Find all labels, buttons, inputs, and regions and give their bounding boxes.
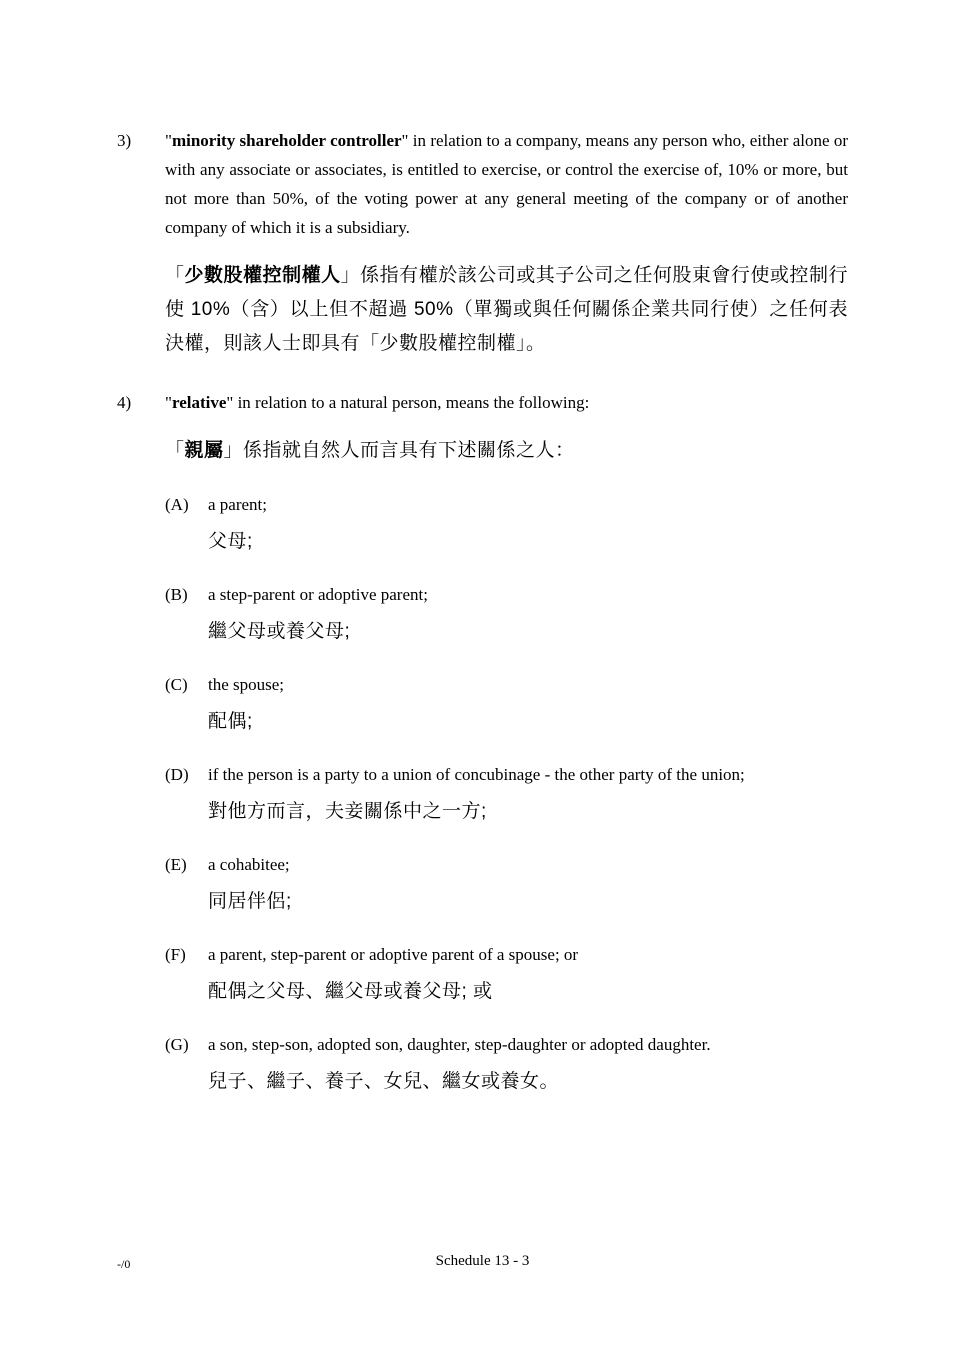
sub-item-text-zh: 配偶; <box>208 711 253 732</box>
sub-item-body <box>208 940 848 1009</box>
item-number: 3) <box>117 131 132 150</box>
definition-text-zh <box>165 259 848 361</box>
sub-item-body <box>208 490 848 559</box>
definition-text-en <box>165 388 848 417</box>
sub-item-text-zh: 兒子、繼子、養子、女兒、繼女或養女。 <box>208 1071 560 1092</box>
sub-item-d <box>165 760 848 829</box>
defined-term-en: relative <box>171 393 227 412</box>
sub-item-body <box>208 1030 848 1099</box>
definition-rest-zh: 」係指有權於該公司或其子公司之任何股東會行使或控制行使 10%（含）以上但不超過 50%（單獨或與任何關係企業共同行使）之任何表決權，則該人士即具有「少數股權控制權」。 <box>165 265 848 354</box>
sub-item-a <box>165 490 848 559</box>
sub-item-b <box>165 580 848 649</box>
sub-item-label: (G) <box>165 1035 189 1054</box>
sub-item-text-en: a parent; <box>208 495 267 514</box>
defined-term-zh: 親屬 <box>184 440 224 461</box>
sub-item-label: (D) <box>165 765 189 784</box>
sub-item-f <box>165 940 848 1009</box>
open-quote: " <box>165 393 172 412</box>
sub-item-text-en: the spouse; <box>208 675 285 694</box>
open-bracket: 「 <box>165 265 185 286</box>
sub-item-body <box>208 580 848 649</box>
sub-item-body <box>208 670 848 739</box>
sub-item-text-zh: 父母; <box>208 531 253 552</box>
footer-page-label: Schedule 13 - 3 <box>435 1253 530 1269</box>
sub-item-label: (B) <box>165 585 188 604</box>
sub-item-text-en: a cohabitee; <box>208 855 290 874</box>
definition-text-en <box>165 126 848 242</box>
sub-item-label: (C) <box>165 675 188 694</box>
open-bracket: 「 <box>165 440 185 461</box>
definition-rest-en: " in relation to a company, means any person who, either alone or with any associate or associates, is entitled to exercise, or control the exercise of, 10% or more, but not more than 50%, of the voting power at any general meeting of the company or of another company of which it is a subsidiary. <box>165 131 848 237</box>
sub-item-body <box>208 760 848 829</box>
definition-rest-zh: 」係指就自然人而言具有下述關係之人： <box>223 440 575 461</box>
sub-item-text-en: a son, step-son, adopted son, daughter, step-daughter or adopted daughter. <box>208 1035 711 1054</box>
sub-item-c <box>165 670 848 739</box>
sub-item-g <box>165 1030 848 1099</box>
footer-marker: -/0 <box>117 1257 131 1271</box>
sub-item-text-en: if the person is a party to a union of concubinage - the other party of the union; <box>208 765 745 784</box>
sub-item-label: (A) <box>165 495 189 514</box>
sub-item-text-zh: 配偶之父母、繼父母或養父母; 或 <box>208 981 493 1002</box>
sub-item-text-en: a step-parent or adoptive parent; <box>208 585 428 604</box>
sub-item-text-en: a parent, step-parent or adoptive parent of a spouse; or <box>208 945 579 964</box>
sub-item-body <box>208 850 848 919</box>
sub-item-e <box>165 850 848 919</box>
definition-text-zh <box>165 434 848 468</box>
page-footer <box>0 1253 965 1270</box>
definition-body <box>165 126 848 361</box>
definition-body <box>165 388 848 1099</box>
sub-item-text-zh: 繼父母或養父母; <box>208 621 351 642</box>
definition-item-3 <box>117 126 848 361</box>
open-quote: " <box>165 131 172 150</box>
sub-item-label: (F) <box>165 945 186 964</box>
sub-item-label: (E) <box>165 855 187 874</box>
item-number: 4) <box>117 393 132 412</box>
sub-item-list <box>165 490 848 1099</box>
sub-item-text-zh: 同居伴侶; <box>208 891 292 912</box>
defined-term-en: minority shareholder controller <box>171 131 402 150</box>
definition-rest-en: " in relation to a natural person, means the following: <box>226 393 590 412</box>
defined-term-zh: 少數股權控制權人 <box>184 265 341 286</box>
definition-item-4 <box>117 388 848 1099</box>
sub-item-text-zh: 對他方而言，夫妾關係中之一方; <box>208 801 487 822</box>
